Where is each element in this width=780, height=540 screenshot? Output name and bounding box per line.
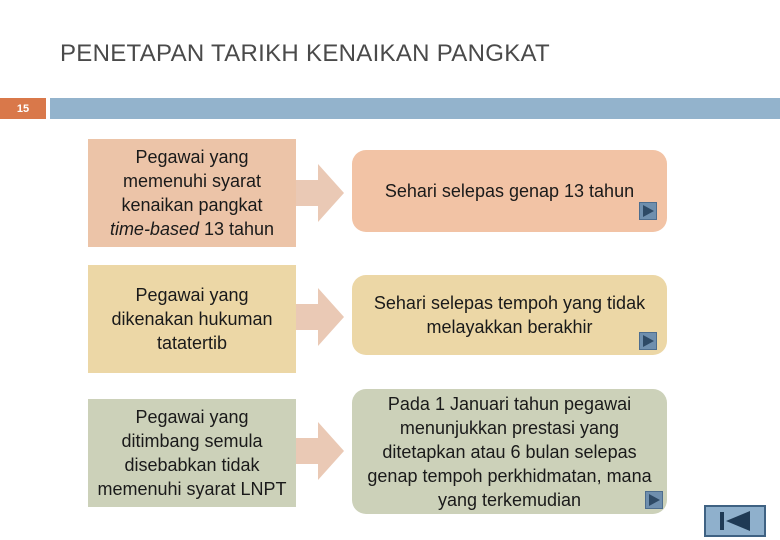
condition-box-2 xyxy=(88,265,296,373)
play-next-icon xyxy=(640,333,656,349)
arrow-icon xyxy=(296,288,344,346)
result-3-text: Pada 1 Januari tahun pegawai menunjukkan prestasi yang ditetapkan atau 6 bulan selepas genap tempoh perkhidmatan, mana yang terkemudian xyxy=(367,393,652,510)
condition-3-text: Pegawai yang ditimbang semula disebabkan tidak memenuhi syarat LNPT xyxy=(97,407,287,499)
condition-1-line1: Pegawai yang xyxy=(135,147,249,167)
back-to-start-icon xyxy=(706,507,764,535)
result-box-2 xyxy=(352,275,667,355)
play-next-button-3[interactable] xyxy=(645,491,663,509)
result-2-text: Sehari selepas tempoh yang tidak melayakkan berakhir xyxy=(373,293,646,337)
slide-title: PENETAPAN TARIKH KENAIKAN PANGKAT xyxy=(60,40,551,67)
play-next-icon xyxy=(646,492,662,508)
condition-1-line3: kenaikan pangkat xyxy=(121,195,263,215)
result-1-text: Sehari selepas genap 13 tahun xyxy=(384,181,635,201)
condition-box-3 xyxy=(88,399,296,507)
condition-1-line2: memenuhi syarat xyxy=(122,171,262,191)
play-next-button-2[interactable] xyxy=(639,332,657,350)
arrow-icon xyxy=(296,164,344,222)
play-next-icon xyxy=(640,203,656,219)
back-to-start-button[interactable] xyxy=(704,505,766,537)
condition-1-italic: time-based xyxy=(109,219,199,239)
title-bar xyxy=(50,98,780,119)
arrow-icon xyxy=(296,422,344,480)
condition-1-suffix: 13 tahun xyxy=(198,219,275,239)
condition-box-1 xyxy=(88,139,296,247)
condition-2-text: Pegawai yang dikenakan hukuman tatatertib xyxy=(111,285,273,353)
slide-number: 15 xyxy=(0,98,46,119)
result-box-1 xyxy=(352,150,667,232)
result-box-3 xyxy=(352,389,667,514)
play-next-button-1[interactable] xyxy=(639,202,657,220)
